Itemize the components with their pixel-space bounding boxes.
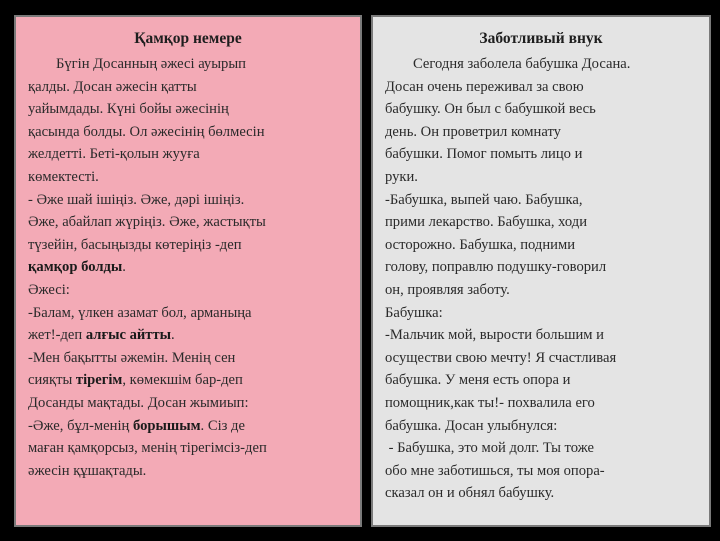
russian-line: - Бабушка, это мой долг. Ты тоже: [385, 440, 595, 457]
russian-line: руки.: [385, 168, 418, 185]
kazakh-line-start: сияқты: [28, 372, 76, 389]
kazakh-line: қасында болды. Ол әжесінің бөлмесін: [28, 123, 265, 140]
russian-line: бабушка. Досан улыбнулся:: [385, 417, 558, 434]
russian-line: прими лекарство. Бабушка, ходи: [385, 214, 588, 231]
kazakh-line-end: .: [122, 259, 126, 276]
kazakh-line: - Әже шай ішіңіз. Әже, дәрі ішіңіз.: [28, 191, 245, 208]
kazakh-line: -Мен бақытты әжемін. Менің сен: [28, 349, 236, 366]
kazakh-line: Әжесі:: [28, 281, 70, 298]
russian-line: бабушку. Он был с бабушкой весь: [385, 101, 596, 118]
russian-line: осторожно. Бабушка, подними: [385, 236, 576, 253]
kazakh-line: қалды. Досан әжесін қатты: [28, 78, 197, 95]
kazakh-title: Қамқор немере: [134, 30, 242, 47]
kazakh-bold-phrase: алғыс айтты: [85, 327, 172, 344]
russian-line: обо мне заботишься, ты моя опора-: [385, 462, 605, 479]
kazakh-line: [28, 415, 348, 438]
russian-line: Досан очень переживал за свою: [385, 78, 584, 95]
russian-line: Бабушка:: [385, 304, 443, 321]
kazakh-line-start: жет!-деп: [28, 327, 86, 344]
kazakh-line: -Балам, үлкен азамат бол, арманыңа: [28, 304, 252, 321]
russian-line: -Бабушка, выпей чаю. Бабушка,: [385, 191, 583, 208]
kazakh-line: әжесін құшақтады.: [28, 462, 147, 479]
kazakh-bold-phrase: тірегім: [75, 372, 123, 389]
kazakh-line: түзейін, басыңызды көтеріңіз -деп: [28, 236, 242, 253]
kazakh-line: желдетті. Беті-қолын жууға: [28, 146, 200, 163]
kazakh-line: [28, 324, 348, 347]
russian-title: Заботливый внук: [479, 30, 603, 47]
kazakh-line: маған қамқорсыз, менің тірегімсіз-деп: [28, 440, 267, 457]
kazakh-body: [28, 53, 348, 482]
kazakh-line-start: -Әже, бұл-менің: [28, 417, 133, 434]
kazakh-line: Бүгін Досанның әжесі ауырып: [56, 56, 246, 72]
russian-line: голову, поправлю подушку-говорил: [385, 259, 607, 276]
kazakh-line: уайымдады. Күні бойы әжесінің: [28, 101, 229, 118]
kazakh-bold-phrase: борышым: [132, 417, 201, 434]
russian-line: он, проявляя заботу.: [385, 281, 510, 298]
russian-line: осуществи свою мечту! Я счастливая: [385, 349, 617, 366]
russian-line: помощник,как ты!- похвалила его: [385, 394, 595, 411]
kazakh-line: [28, 369, 348, 392]
kazakh-line-end: , көмекшім бар-деп: [122, 372, 243, 389]
russian-line: сказал он и обнял бабушку.: [385, 485, 555, 502]
russian-line: -Мальчик мой, вырости большим и: [385, 327, 604, 344]
russian-body: [385, 53, 697, 505]
russian-line: Сегодня заболела бабушка Досана.: [413, 56, 631, 72]
russian-line: бабушка. У меня есть опора и: [385, 372, 571, 389]
russian-line: бабушки. Помог помыть лицо и: [385, 146, 583, 163]
russian-text-card: [371, 15, 711, 527]
kazakh-line-end: . Сіз де: [200, 417, 245, 434]
kazakh-line: Досанды мақтады. Досан жымиып:: [28, 394, 249, 411]
kazakh-text-card: [14, 15, 362, 527]
kazakh-line: көмектесті.: [28, 168, 99, 185]
kazakh-line-end: .: [171, 327, 175, 344]
kazakh-bold-phrase: қамқор болды: [28, 259, 123, 276]
kazakh-line: Әже, абайлап жүріңіз. Әже, жастықты: [28, 214, 266, 231]
kazakh-line: [28, 256, 348, 279]
russian-line: день. Он проветрил комнату: [385, 123, 561, 140]
